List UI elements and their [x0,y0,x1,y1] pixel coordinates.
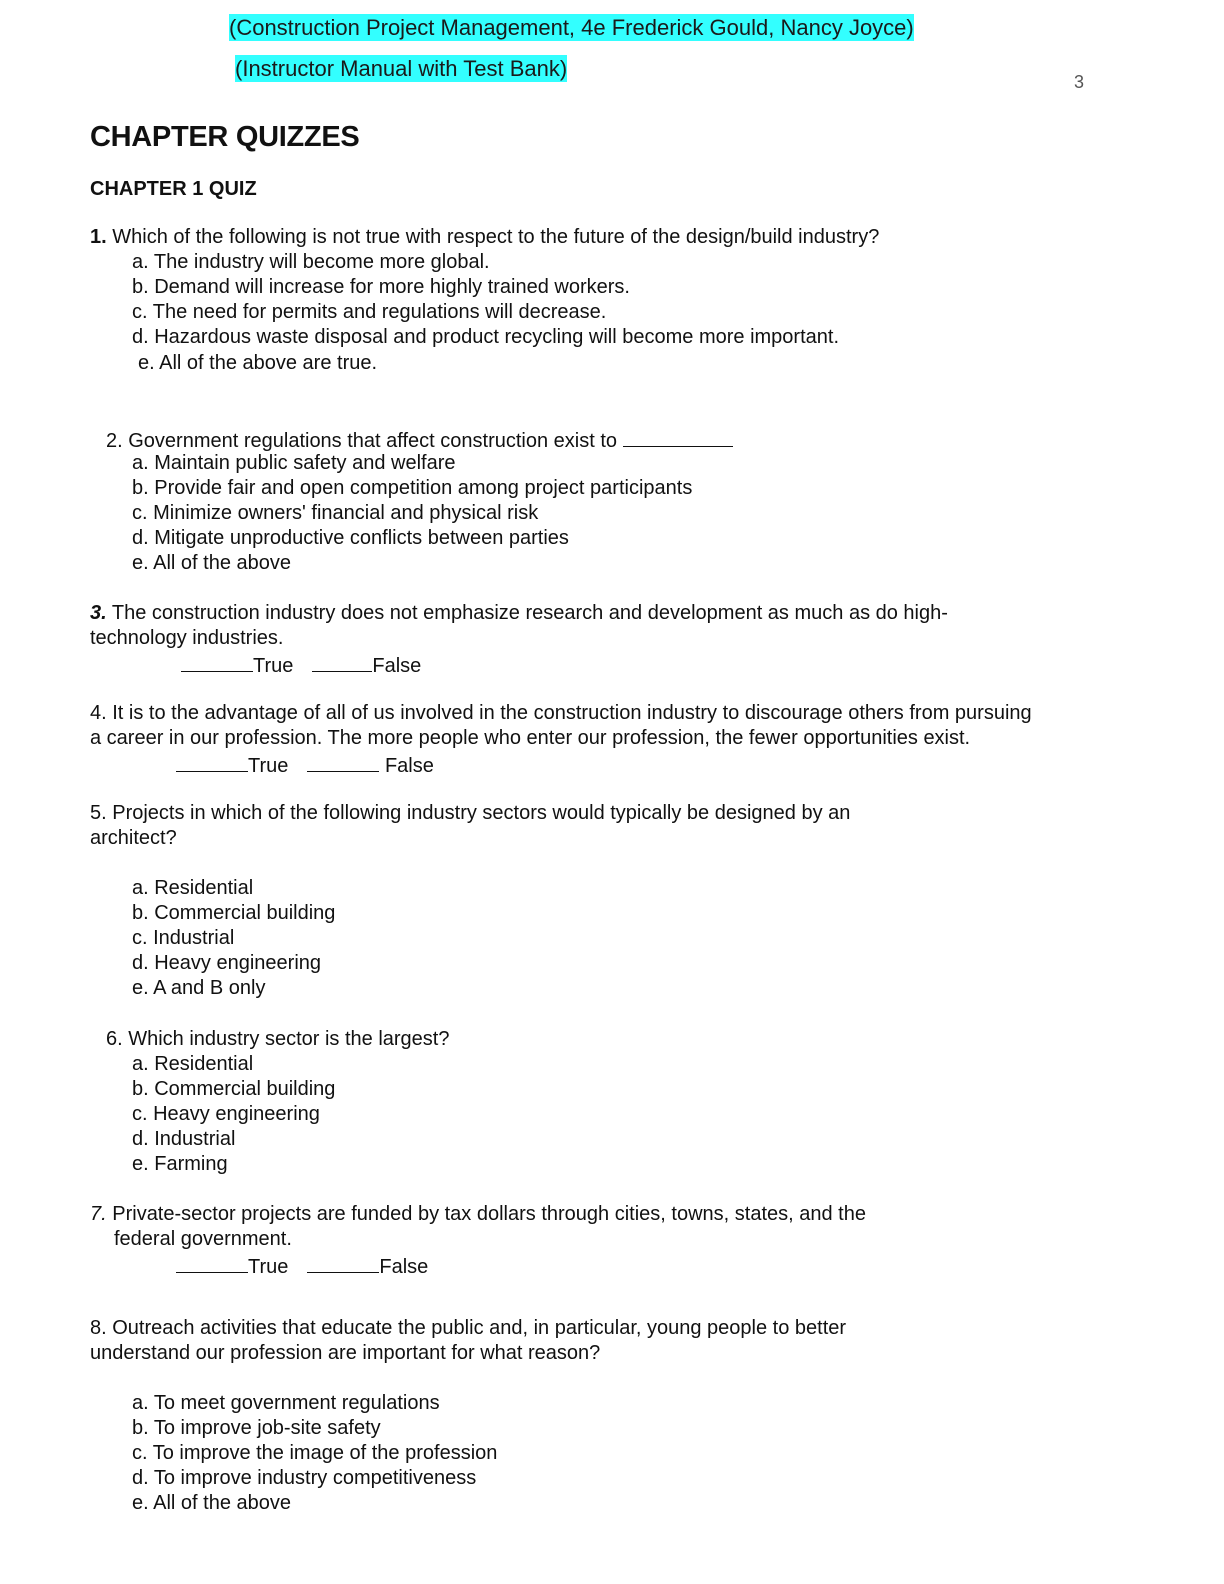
q8-option-a: a. To meet government regulations [132,1392,440,1414]
q3-false-blank[interactable] [312,651,372,672]
question-5-text-line2: architect? [90,827,177,849]
question-7-text-line2: federal government. [114,1228,292,1250]
source-title-highlight [229,14,914,41]
q8-option-c: c. To improve the image of the profession [132,1442,498,1464]
q5-option-e: e. A and B only [132,977,266,999]
question-5-text-line1: 5. Projects in which of the following industry sectors would typically be designed by an [90,802,851,824]
q1-option-a: a. The industry will become more global. [132,251,490,273]
chapter-1-quiz-heading: CHAPTER 1 QUIZ [90,178,257,200]
q7-false-blank[interactable] [307,1252,379,1273]
question-4-text-line2: a career in our profession. The more people who enter our profession, the fewer opportunities exist. [90,727,971,749]
question-3 [90,601,948,626]
q1-option-c: c. The need for permits and regulations will decrease. [132,301,607,323]
question-2 [106,426,733,454]
q6-option-e: e. Farming [132,1153,228,1175]
q4-true-false-row [176,751,434,779]
q4-false-label: False [379,755,434,777]
q2-option-c: c. Minimize owners' financial and physical risk [132,502,539,524]
question-3-number: 3. [90,602,107,624]
manual-title: (Instructor Manual with Test Bank) [235,56,568,81]
q2-option-e: e. All of the above [132,552,292,574]
q8-option-b: b. To improve job-site safety [132,1417,381,1439]
q3-false-label: False [372,655,422,677]
question-6-text: 6. Which industry sector is the largest? [106,1028,450,1050]
q4-true-label: True [248,755,289,777]
source-title: (Construction Project Management, 4e Frederick Gould, Nancy Joyce) [229,15,914,40]
q6-option-c: c. Heavy engineering [132,1103,320,1125]
question-8-text-line2: understand our profession are important for what reason? [90,1342,601,1364]
q3-true-blank[interactable] [181,651,253,672]
q8-option-e: e. All of the above [132,1492,292,1514]
q1-option-b: b. Demand will increase for more highly trained workers. [132,276,630,298]
q2-option-b: b. Provide fair and open competition among project participants [132,477,693,499]
question-8-text-line1: 8. Outreach activities that educate the public and, in particular, young people to better [90,1317,847,1339]
q7-true-label: True [248,1256,289,1278]
q6-option-d: d. Industrial [132,1128,236,1150]
q1-option-e: e. All of the above are true. [138,352,378,374]
q3-true-label: True [253,655,294,677]
q5-option-a: a. Residential [132,877,254,899]
q6-option-b: b. Commercial building [132,1078,336,1100]
q2-answer-blank[interactable] [623,426,733,447]
question-2-text: 2. Government regulations that affect construction exist to [106,430,618,452]
q3-true-false-row [181,651,421,679]
question-3-text-line2: technology industries. [90,627,284,649]
q6-option-a: a. Residential [132,1053,254,1075]
q2-option-a: a. Maintain public safety and welfare [132,452,456,474]
q4-false-blank[interactable] [307,751,379,772]
q5-option-c: c. Industrial [132,927,235,949]
q7-true-false-row [176,1252,428,1280]
q7-false-label: False [379,1256,429,1278]
question-1-number: 1. [90,226,107,248]
q1-option-d: d. Hazardous waste disposal and product recycling will become more important. [132,326,840,348]
q2-option-d: d. Mitigate unproductive conflicts between parties [132,527,569,549]
question-7 [90,1202,866,1227]
question-7-number: 7. [90,1203,107,1225]
question-7-text-line1: Private-sector projects are funded by tax dollars through cities, towns, states, and the [106,1203,866,1225]
q4-true-blank[interactable] [176,751,248,772]
question-4-text-line1: 4. It is to the advantage of all of us involved in the construction industry to discourage others from pursuing [90,702,1032,724]
q5-option-b: b. Commercial building [132,902,336,924]
question-1 [90,225,879,250]
page-number: 3 [1074,72,1085,92]
question-3-text-line1: The construction industry does not emphasize research and development as much as do high- [106,602,948,624]
manual-title-highlight [235,55,567,82]
q8-option-d: d. To improve industry competitiveness [132,1467,477,1489]
q5-option-d: d. Heavy engineering [132,952,322,974]
q7-true-blank[interactable] [176,1252,248,1273]
chapter-quizzes-heading: CHAPTER QUIZZES [90,121,360,153]
question-1-text: Which of the following is not true with respect to the future of the design/build industry? [106,226,880,248]
